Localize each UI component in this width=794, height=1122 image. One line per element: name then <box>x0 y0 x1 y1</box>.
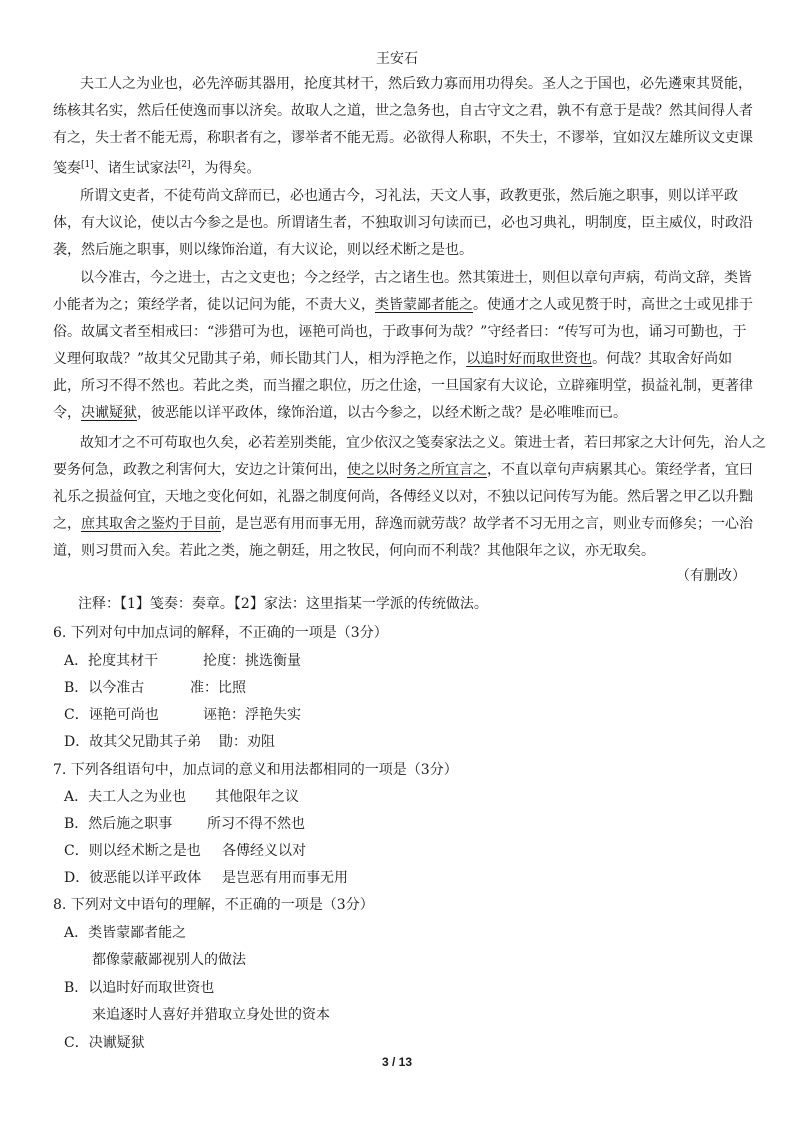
footnote-marker-2: [2] <box>177 160 191 170</box>
q8-option-c: C．决谳疑狱 <box>64 1035 145 1051</box>
underlined-phrase-4: 使之以时务之所宜言之 <box>347 462 487 478</box>
q8-option-b: B．以追时好而取世资也 <box>64 980 215 996</box>
q6-b-gloss: 准：比照 <box>190 680 246 696</box>
p3-text-b: 。使通才之人或见赘于时，高世之士或见排于 <box>473 297 753 313</box>
q6-d-text: D．故其父兄勖其子弟 <box>64 734 202 750</box>
p1-text-c: ，为得矣。 <box>190 160 261 177</box>
q6-d-gloss: 勖：劝阻 <box>219 734 275 750</box>
p2-line-1: 所谓文吏者，不徒苟尚文辞而已，必也通古今，习礼法，天文人事，政教更张，然后施之职事，则以详平政 <box>80 188 738 204</box>
underlined-phrase-3: 决谳疑狱 <box>81 405 137 421</box>
p3-text-c: 义理何取哉？”故其父兄勖其子弟，师长勖其门人，相为浮艳之作， <box>53 351 467 367</box>
question-7-stem: 7. 下列各组语句中，加点词的意义和用法都相同的一项是（3分） <box>53 762 458 778</box>
p1-line-2: 练核其名实，然后任使逸而事以济矣。故取人之道，世之急务也，自古守文之君，孰不有意于是哉？然其间得人者 <box>53 103 753 119</box>
q7-option-d <box>64 867 348 887</box>
p3-line-5: 此，所习不得不然也。若此之类，而当擢之职位，历之仕途，一旦国家有大议论，立辟雍明堂，损益礼制，更著律 <box>53 378 753 394</box>
underlined-phrase-5: 庶其取舍之鉴灼于目前 <box>81 516 221 532</box>
q7-d-1: D．彼恶能以详平政体 <box>64 870 202 886</box>
p3-text-a: 小能者为之；策经学者，徒以记问为能，不责大义， <box>53 297 375 313</box>
q6-option-c <box>64 704 301 724</box>
p1-line-4 <box>53 155 261 179</box>
p2-line-2: 体，有大议论，使以古今参之是也。所谓诸生者，不独取训习句读而已，必也习典礼，明制度，臣主威仪，时政沿 <box>53 215 753 231</box>
q8-b-explanation: 来追逐时人喜好并猎取立身处世的资本 <box>92 1007 330 1023</box>
p4-line-5: 道，则习贯而入矣。若此之类，施之朝廷，用之牧民，何向而不利哉？其他限年之议，亦无取矣。 <box>53 543 655 559</box>
q6-option-a <box>64 650 301 670</box>
underlined-phrase-2: 以追时好而取世资也 <box>466 351 593 367</box>
q7-option-c <box>64 840 306 860</box>
q6-c-text: C．诬艳可尚也 <box>64 707 159 723</box>
q7-d-2: 是岂恶有用而事无用 <box>222 870 348 886</box>
p4-text-a: 要务何急，政教之利害何大，安边之计策何出， <box>53 462 347 478</box>
q7-b-2: 所习不得不然也 <box>207 816 305 832</box>
question-8-stem: 8. 下列对文中语句的理解，不正确的一项是（3分） <box>53 897 374 913</box>
p4-text-d: ，是岂恶有用而事无用，辞逸而就劳哉？故学者不习无用之言，则业专而修矣；一心治 <box>221 516 753 532</box>
p4-text-b: ，不直以章句声病累其心。策经学者，宜曰 <box>487 462 753 478</box>
q8-a-explanation: 都像蒙蔽鄙视别人的做法 <box>92 952 246 968</box>
p1-line-3: 有之，失士者不能无焉，称职者有之，谬举者不能无焉。必欲得人称职，不失士，不谬举，宜如汉左雄所议文吏课 <box>53 130 753 146</box>
q6-option-d <box>64 731 275 751</box>
passage-title: 王安石 <box>376 51 418 67</box>
q8-option-a: A．类皆蒙鄙者能之 <box>64 925 187 941</box>
q7-a-1: A．夫工人之为业也 <box>64 789 187 805</box>
question-6-stem: 6. 下列对句中加点词的解释，不正确的一项是（3分） <box>53 625 388 641</box>
q6-c-gloss: 诬艳：浮艳失实 <box>203 707 301 723</box>
p4-text-c: 之， <box>53 516 81 532</box>
footnote-marker-1: [1] <box>81 160 94 170</box>
page-number: 3 / 13 <box>381 1055 413 1069</box>
p4-line-2 <box>53 460 753 480</box>
q7-c-1: C．则以经术断之是也 <box>64 843 201 859</box>
q7-option-b <box>64 813 305 833</box>
footnotes: 注释：【1】笺奏：奏章。【2】家法：这里指某一学派的传统做法。 <box>78 596 488 612</box>
p3-text-f: ，彼恶能以详平政体，缘饰治道，以古今参之，以经术断之哉？是必唯唯而已。 <box>137 405 627 421</box>
p3-line-3: 俗。故属文者至相戒曰：“涉猎可为也，诬艳可尚也，于政事何为哉？”守经者曰：“传写可为也，诵习可勤也，于 <box>53 324 747 340</box>
underlined-phrase-1: 类皆蒙鄙者能之 <box>375 297 473 313</box>
p4-line-1: 故知才之不可苟取也久矣，必若差别类能，宜少依汉之笺奏家法之义。策进士者，若曰邦家之大计何先，治人之 <box>80 435 766 451</box>
p3-line-6 <box>53 403 627 423</box>
q6-a-gloss: 抡度：挑选衡量 <box>203 653 301 669</box>
p1-line-1: 夫工人之为业也，必先淬砺其器用，抡度其材干，然后致力寡而用功得矣。圣人之于国也，必先遴柬其贤能， <box>80 76 752 92</box>
p1-text-a: 笺奏 <box>53 160 81 177</box>
source-note: （有删改） <box>676 568 746 584</box>
q7-b-1: B．然后施之职事 <box>64 816 173 832</box>
q7-a-2: 其他限年之议 <box>215 789 299 805</box>
p3-line-1: 以今准古，今之进士，古之文吏也；今之经学，古之诸生也。然其策进士，则但以章句声病，苟尚文辞，类皆 <box>80 270 752 286</box>
q7-option-a <box>64 786 299 806</box>
q6-b-text: B．以今准古 <box>64 680 145 696</box>
p3-text-e: 令， <box>53 405 81 421</box>
p4-line-3: 礼乐之损益何宜，天地之变化何如，礼器之制度何尚，各傅经义以对，不独以记问传写为能。然后署之甲乙以升黜 <box>53 489 753 505</box>
p4-line-4 <box>53 514 753 534</box>
p1-text-b: 、诸生试家法 <box>93 160 178 177</box>
p3-line-2 <box>53 295 753 315</box>
p3-line-4 <box>53 349 732 369</box>
q7-c-2: 各傅经义以对 <box>222 843 306 859</box>
q6-a-text: A．抡度其材干 <box>64 653 159 669</box>
p3-text-d: 。何哉？其取舍好尚如 <box>592 351 733 367</box>
p2-line-3: 袭，然后施之职事，则以缘饰治道，有大议论，则以经术断之是也。 <box>53 242 473 258</box>
q6-option-b <box>64 677 246 697</box>
